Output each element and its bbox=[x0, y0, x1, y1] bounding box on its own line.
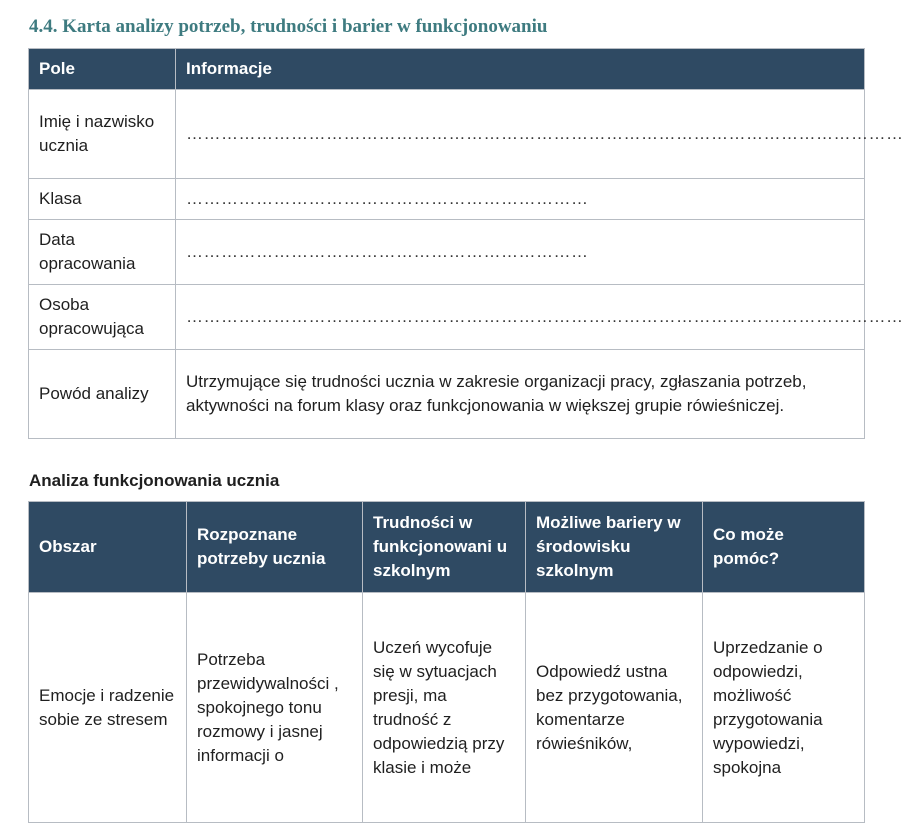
info-table-header-row bbox=[29, 49, 865, 90]
cell-help: Uprzedzanie o odpowiedzi, możliwość przygotowania wypowiedzi, spokojna bbox=[703, 593, 865, 823]
table-row bbox=[29, 593, 865, 823]
table-row bbox=[29, 179, 865, 220]
header-cell-area: Obszar bbox=[29, 502, 187, 593]
cell-difficulties: Uczeń wycofuje się w sytuacjach presji, ma trudność z odpowiedzią przy klasie i może bbox=[363, 593, 526, 823]
section-title: 4.4. Karta analizy potrzeb, trudności i barier w funkcjonowaniu bbox=[29, 16, 548, 37]
row-label-class: Klasa bbox=[29, 179, 176, 220]
header-cell-information: Informacje bbox=[176, 49, 865, 90]
row-value-class: …………………………………………………………… bbox=[176, 179, 865, 220]
header-cell-difficulties: Trudności w funkcjonowani u szkolnym bbox=[363, 502, 526, 593]
row-value-reason: Utrzymujące się trudności ucznia w zakresie organizacji pracy, zgłaszania potrzeb, aktywności na forum klasy oraz funkcjonowania w większej grupie rówieśniczej. bbox=[176, 350, 865, 439]
header-cell-needs: Rozpoznane potrzeby ucznia bbox=[187, 502, 363, 593]
table-row bbox=[29, 90, 865, 179]
cell-needs: Potrzeba przewidywalności , spokojnego tonu rozmowy i jasnej informacji o bbox=[187, 593, 363, 823]
info-table bbox=[28, 48, 904, 439]
row-label-date: Data opracowania bbox=[29, 220, 176, 285]
cell-barriers: Odpowiedź ustna bez przygotowania, komentarze rówieśników, bbox=[526, 593, 703, 823]
cell-area: Emocje i radzenie sobie ze stresem bbox=[29, 593, 187, 823]
header-cell-field: Pole bbox=[29, 49, 176, 90]
analysis-heading: Analiza funkcjonowania ucznia bbox=[29, 471, 280, 490]
header-cell-help: Co może pomóc? bbox=[703, 502, 865, 593]
header-cell-barriers: Możliwe bariery w środowisku szkolnym bbox=[526, 502, 703, 593]
table-row bbox=[29, 220, 865, 285]
analysis-header-row bbox=[29, 502, 865, 593]
row-value-author: …………………………………………………………………………………………………………… bbox=[176, 285, 865, 350]
row-label-reason: Powód analizy bbox=[29, 350, 176, 439]
row-label-author: Osoba opracowująca bbox=[29, 285, 176, 350]
table-row bbox=[29, 350, 865, 439]
analysis-table bbox=[28, 501, 865, 823]
table-row bbox=[29, 285, 865, 350]
row-value-date: …………………………………………………………… bbox=[176, 220, 865, 285]
row-label-student-name: Imię i nazwisko ucznia bbox=[29, 90, 176, 179]
row-value-student-name: …………………………………………………………………………………………………………… bbox=[176, 90, 865, 179]
